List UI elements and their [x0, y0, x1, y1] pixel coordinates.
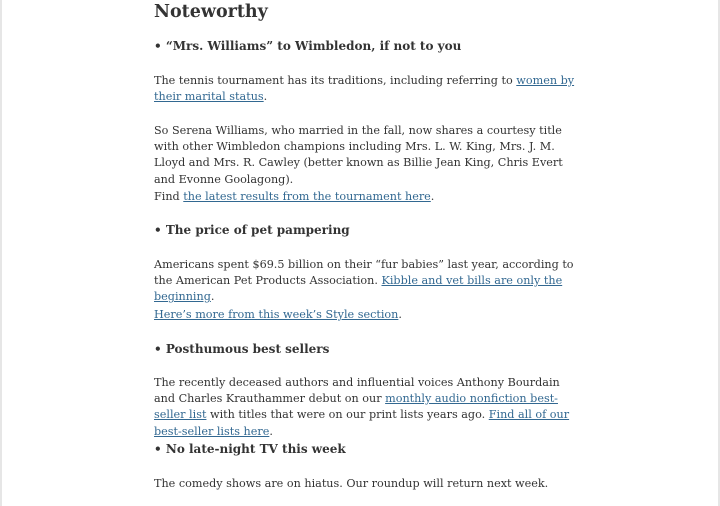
paragraph: The comedy shows are on hiatus. Our roundup will return next week.	[154, 477, 549, 490]
paragraph-text: .	[263, 90, 268, 104]
paragraph-text: The recently deceased authors and influential voices Anthony Bourdain and Charles Krauthammer debut on our	[154, 376, 560, 406]
item-heading-wimbledon: • “Mrs. Williams” to Wimbledon, if not to you	[154, 39, 462, 53]
paragraph	[154, 257, 584, 306]
style-section-link[interactable]: Here’s more from this week’s Style section	[154, 308, 399, 321]
paragraph-text: .	[430, 190, 435, 203]
paragraph-text: Americans spent $69.5 billion on their “fur babies” last year, according to the American Pet Products Association.	[154, 258, 574, 288]
paragraph-text: with titles that were on our print lists years ago.	[206, 408, 489, 422]
item-heading-late-night-tv: • No late-night TV this week	[154, 442, 346, 456]
paragraph	[154, 307, 584, 323]
left-border	[0, 0, 2, 506]
best-seller-lists-link[interactable]: Find all of our best-seller lists here	[154, 408, 570, 438]
paragraph	[154, 189, 584, 205]
paragraph	[154, 375, 584, 440]
marital-status-link[interactable]: women by their marital status	[154, 74, 575, 104]
kibble-vet-bills-link[interactable]: Kibble and vet bills are only the beginning	[154, 274, 563, 304]
item-heading-best-sellers: • Posthumous best sellers	[154, 342, 330, 356]
paragraph-text: .	[269, 424, 273, 438]
paragraph	[154, 73, 584, 105]
item-heading-pet-pampering: • The price of pet pampering	[154, 223, 350, 237]
paragraph-text: .	[210, 290, 215, 304]
paragraph: So Serena Williams, who married in the fall, now shares a courtesy title with other Wimbledon champions including Mrs. L. W. King, Mrs. J. M. Lloyd and Mrs. R. Cawley (better known as Billie Jean King, Chris Evert and Evonne Goolagong).	[154, 124, 563, 186]
paragraph-text: .	[398, 308, 402, 321]
paragraph-text: The tennis tournament has its traditions, including referring to	[154, 74, 517, 87]
tournament-results-link[interactable]: the latest results from the tournament here	[183, 190, 431, 203]
audio-nonfiction-list-link[interactable]: monthly audio nonfiction best-seller list	[154, 392, 558, 422]
section-title: Noteworthy	[154, 2, 268, 22]
paragraph-text: Find	[154, 190, 184, 203]
